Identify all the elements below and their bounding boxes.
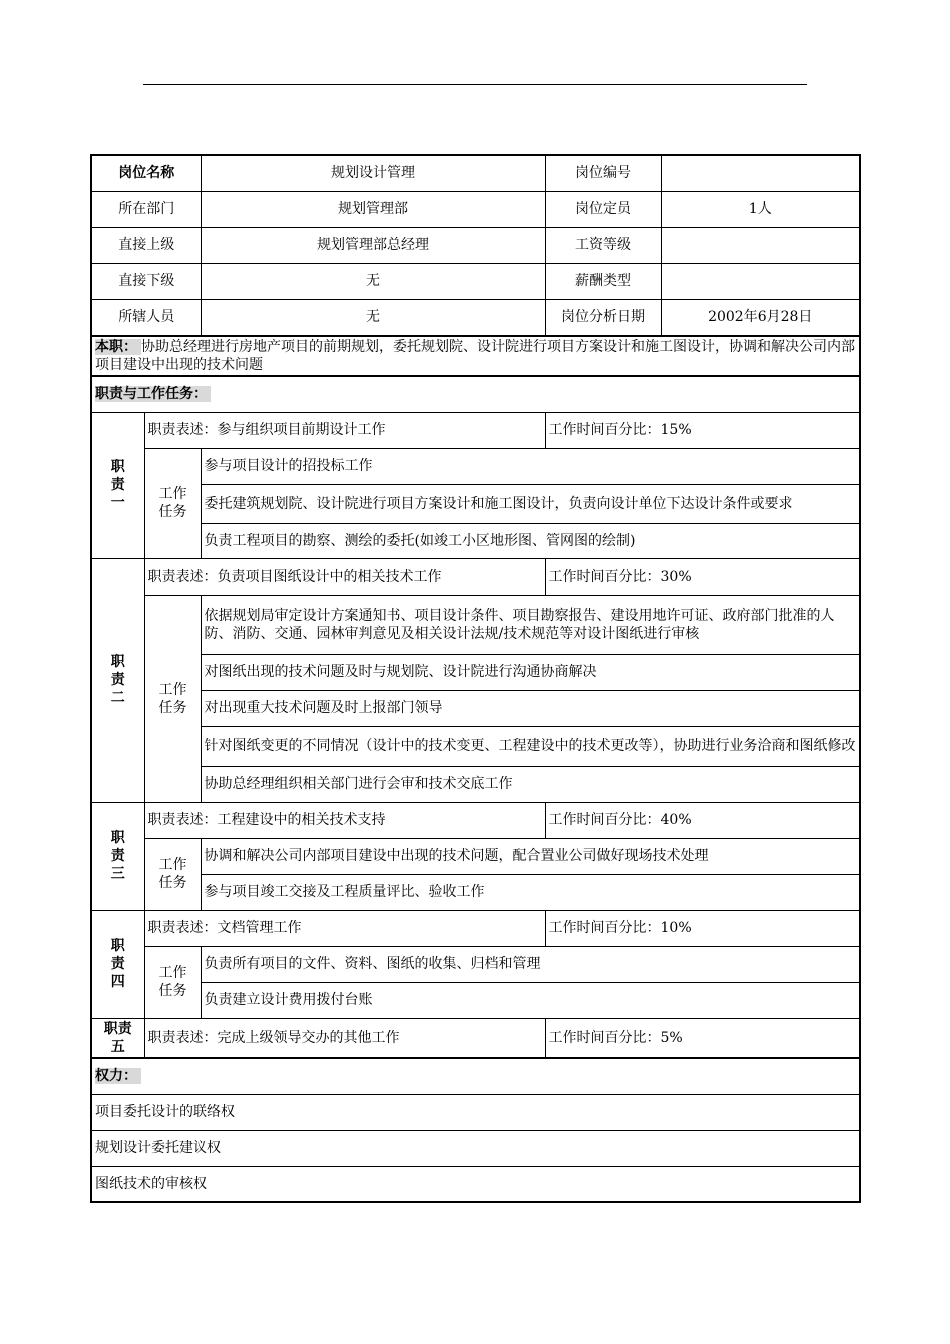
power-item-2: 规划设计委托建议权 xyxy=(91,1130,860,1166)
power-row xyxy=(91,1094,860,1130)
duty-4-task-label-text: 工作任务 xyxy=(158,965,187,999)
row-powers-title xyxy=(91,1058,860,1094)
duty-1-task-row xyxy=(91,448,860,484)
label-staff: 所辖人员 xyxy=(91,299,201,336)
duty-1-statement-row xyxy=(91,412,860,448)
duty-2-task-3: 对出现重大技术问题及时上报部门领导 xyxy=(201,690,860,726)
duty-1-task-label-text: 工作任务 xyxy=(158,486,187,520)
label-position-code: 岗位编号 xyxy=(545,155,661,191)
duty-2-task-row xyxy=(91,726,860,766)
duty-3-task-label-text: 工作任务 xyxy=(158,857,187,891)
powers-title: 权力： xyxy=(95,1068,141,1084)
duty-2-name: 职责二 xyxy=(110,654,125,706)
duty-2-label xyxy=(91,558,144,802)
duty-2-task-row xyxy=(91,595,860,654)
duty-4-statement: 职责表述：文档管理工作 xyxy=(144,910,545,946)
label-department: 所在部门 xyxy=(91,191,201,227)
duty-2-task-row xyxy=(91,690,860,726)
row-staff xyxy=(91,299,860,336)
row-department xyxy=(91,191,860,227)
duty-4-label xyxy=(91,910,144,1018)
duty-1-statement: 职责表述：参与组织项目前期设计工作 xyxy=(144,412,545,448)
duty-3-task-label xyxy=(144,838,201,910)
duty-3-name: 职责三 xyxy=(110,830,125,882)
duty-1-label xyxy=(91,412,144,558)
duty-5-statement: 职责表述：完成上级领导交办的其他工作 xyxy=(144,1018,545,1058)
value-department: 规划管理部 xyxy=(201,191,545,227)
label-analysis-date: 岗位分析日期 xyxy=(545,299,661,336)
duty-4-percent: 工作时间百分比：10% xyxy=(545,910,860,946)
duty-2-task-1: 依据规划局审定设计方案通知书、项目设计条件、项目勘察报告、建设用地许可证、政府部门批准的人防、消防、交通、园林审判意见及相关设计法规/技术规范等对设计图纸进行审核 xyxy=(201,595,860,654)
value-headcount: 1人 xyxy=(661,191,860,227)
summary-label: 本职： xyxy=(95,339,141,355)
power-item-1: 项目委托设计的联络权 xyxy=(91,1094,860,1130)
value-salary-grade xyxy=(661,227,860,263)
duty-1-task-3: 负责工程项目的勘察、测绘的委托(如竣工小区地形图、管网图的绘制) xyxy=(201,523,860,558)
row-position-name xyxy=(91,155,860,191)
duty-2-task-5: 协助总经理组织相关部门进行会审和技术交底工作 xyxy=(201,766,860,802)
duty-2-task-2: 对图纸出现的技术问题及时与规划院、设计院进行沟通协商解决 xyxy=(201,654,860,690)
duty-3-statement-row xyxy=(91,802,860,838)
duty-3-task-row xyxy=(91,874,860,910)
duty-5-statement-row xyxy=(91,1018,860,1058)
job-description-table xyxy=(90,154,861,1203)
duty-3-label xyxy=(91,802,144,910)
duty-1-percent: 工作时间百分比：15% xyxy=(545,412,860,448)
duty-3-percent: 工作时间百分比：40% xyxy=(545,802,860,838)
summary-cell xyxy=(91,336,860,376)
duty-2-statement: 职责表述：负责项目图纸设计中的相关技术工作 xyxy=(144,558,545,595)
duties-title-cell xyxy=(91,376,860,412)
duty-2-task-4: 针对图纸变更的不同情况（设计中的技术变更、工程建设中的技术更改等），协助进行业务洽商和图纸修改 xyxy=(201,726,860,766)
value-position-name: 规划设计管理 xyxy=(201,155,545,191)
duty-4-statement-row xyxy=(91,910,860,946)
duty-2-task-label-text: 工作任务 xyxy=(158,681,187,716)
power-item-3: 图纸技术的审核权 xyxy=(91,1166,860,1202)
duty-4-task-2: 负责建立设计费用拨付台账 xyxy=(201,982,860,1018)
duty-5-label xyxy=(91,1018,144,1058)
header-rule xyxy=(143,84,807,85)
row-subordinate xyxy=(91,263,860,299)
duty-5-percent: 工作时间百分比：5% xyxy=(545,1018,860,1058)
duty-3-statement: 职责表述：工程建设中的相关技术支持 xyxy=(144,802,545,838)
duties-title: 职责与工作任务： xyxy=(95,386,211,402)
duty-2-task-row xyxy=(91,766,860,802)
duty-1-task-2: 委托建筑规划院、设计院进行项目方案设计和施工图设计，负责向设计单位下达设计条件或要求 xyxy=(201,484,860,523)
row-summary xyxy=(91,336,860,376)
duty-4-task-row xyxy=(91,982,860,1018)
duty-1-task-row xyxy=(91,523,860,558)
duty-4-task-row xyxy=(91,946,860,982)
duty-3-task-1: 协调和解决公司内部项目建设中出现的技术问题，配合置业公司做好现场技术处理 xyxy=(201,838,860,874)
label-salary-grade: 工资等级 xyxy=(545,227,661,263)
powers-title-cell xyxy=(91,1058,860,1094)
label-pay-type: 薪酬类型 xyxy=(545,263,661,299)
value-position-code xyxy=(661,155,860,191)
value-pay-type xyxy=(661,263,860,299)
label-superior: 直接上级 xyxy=(91,227,201,263)
duty-2-task-row xyxy=(91,654,860,690)
duty-2-percent: 工作时间百分比：30% xyxy=(545,558,860,595)
duty-1-task-1: 参与项目设计的招投标工作 xyxy=(201,448,860,484)
duty-4-task-1: 负责所有项目的文件、资料、图纸的收集、归档和管理 xyxy=(201,946,860,982)
value-superior: 规划管理部总经理 xyxy=(201,227,545,263)
duty-4-name: 职责四 xyxy=(110,938,125,990)
duty-1-task-row xyxy=(91,484,860,523)
row-duties-title xyxy=(91,376,860,412)
duty-2-task-label xyxy=(144,595,201,802)
value-subordinate: 无 xyxy=(201,263,545,299)
duty-4-task-label xyxy=(144,946,201,1018)
duty-3-task-2: 参与项目竣工交接及工程质量评比、验收工作 xyxy=(201,874,860,910)
value-analysis-date: 2002年6月28日 xyxy=(661,299,860,336)
label-position-name: 岗位名称 xyxy=(91,155,201,191)
summary-text: 协助总经理进行房地产项目的前期规划，委托规划院、设计院进行项目方案设计和施工图设计，协调和解决公司内部项目建设中出现的技术问题 xyxy=(95,339,855,373)
duty-1-name: 职责一 xyxy=(110,459,125,511)
row-superior xyxy=(91,227,860,263)
power-row xyxy=(91,1130,860,1166)
duty-2-statement-row xyxy=(91,558,860,595)
duty-1-task-label xyxy=(144,448,201,558)
power-row xyxy=(91,1166,860,1202)
duty-3-task-row xyxy=(91,838,860,874)
label-subordinate: 直接下级 xyxy=(91,263,201,299)
value-staff: 无 xyxy=(201,299,545,336)
label-headcount: 岗位定员 xyxy=(545,191,661,227)
duty-5-name: 职责五 xyxy=(103,1020,132,1055)
